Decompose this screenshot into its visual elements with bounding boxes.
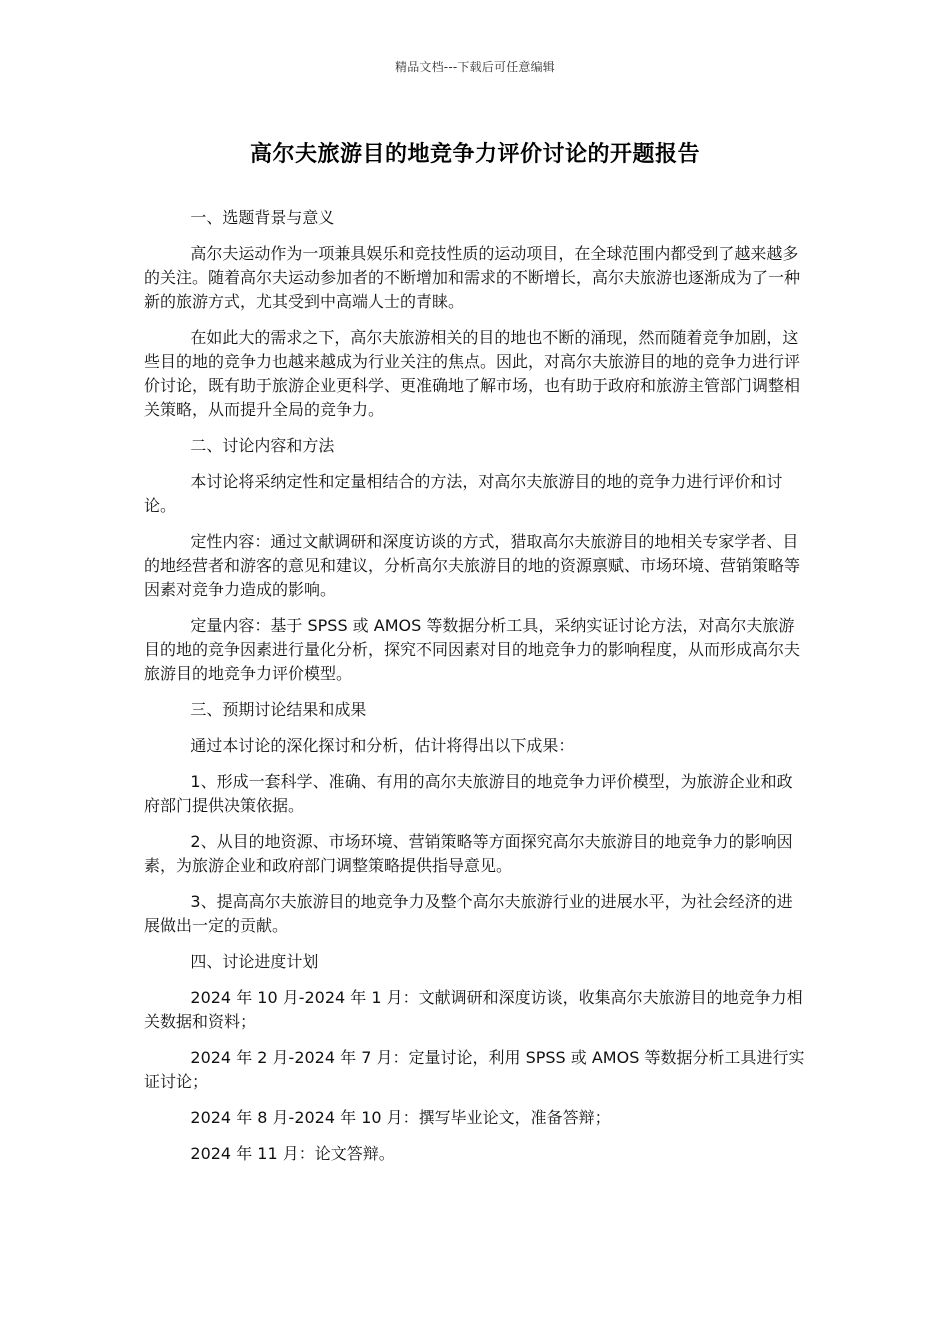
schedule-item: 2024 年 2 月-2024 年 7 月：定量讨论，利用 SPSS 或 AMOS 等数据分析工具进行实证讨论； [144, 1048, 805, 1091]
list-item: 3、提高高尔夫旅游目的地竞争力及整个高尔夫旅游行业的进展水平，为社会经济的进展做出一定的贡献。 [144, 892, 793, 935]
list-item: 1、形成一套科学、准确、有用的高尔夫旅游目的地竞争力评价模型，为旅游企业和政府部门提供决策依据。 [144, 772, 793, 815]
list-item: 2、从目的地资源、市场环境、营销策略等方面探究高尔夫旅游目的地竞争力的影响因素，为旅游企业和政府部门调整策略提供指导意见。 [144, 832, 793, 875]
paragraph: 定量内容：基于 SPSS 或 AMOS 等数据分析工具，采纳实证讨论方法，对高尔夫旅游目的地的竞争因素进行量化分析，探究不同因素对目的地竞争力的影响程度，从而形成高尔夫旅游目的地竞争力评价模型。 [144, 616, 801, 683]
section-heading-content-method: 二、讨论内容和方法 [190, 436, 335, 455]
paragraph: 本讨论将采纳定性和定量相结合的方法，对高尔夫旅游目的地的竞争力进行评价和讨论。 [144, 472, 783, 515]
header-note: 精品文档---下载后可任意编辑 [395, 60, 555, 74]
paragraph: 通过本讨论的深化探讨和分析，估计将得出以下成果： [190, 736, 575, 755]
paragraph: 在如此大的需求之下，高尔夫旅游相关的目的地也不断的涌现，然而随着竞争加剧，这些目的地的竞争力也越来越成为行业关注的焦点。因此，对高尔夫旅游目的地的竞争力进行评价讨论，既有助于旅游企业更科学、更准确地了解市场，也有助于政府和旅游主管部门调整相关策略，从而提升全局的竞争力。 [144, 328, 801, 419]
section-heading-expected-results: 三、预期讨论结果和成果 [190, 700, 367, 719]
document-title: 高尔夫旅游目的地竞争力评价讨论的开题报告 [249, 142, 700, 167]
schedule-item: 2024 年 11 月：论文答辩。 [190, 1144, 395, 1163]
paragraph: 高尔夫运动作为一项兼具娱乐和竞技性质的运动项目，在全球范围内都受到了越来越多的关注。随着高尔夫运动参加者的不断增加和需求的不断增长，高尔夫旅游也逐渐成为了一种新的旅游方式，尤其受到中高端人士的青睐。 [144, 244, 801, 311]
document-body [144, 206, 808, 1178]
section-heading-schedule: 四、讨论进度计划 [190, 952, 319, 971]
paragraph: 定性内容：通过文献调研和深度访谈的方式，猎取高尔夫旅游目的地相关专家学者、目的地经营者和游客的意见和建议，分析高尔夫旅游目的地的资源禀赋、市场环境、营销策略等因素对竞争力造成的影响。 [144, 532, 801, 599]
schedule-item: 2024 年 8 月-2024 年 10 月：撰写毕业论文，准备答辩； [190, 1108, 611, 1127]
schedule-item: 2024 年 10 月-2024 年 1 月：文献调研和深度访谈，收集高尔夫旅游目的地竞争力相关数据和资料； [144, 988, 803, 1031]
section-heading-background: 一、选题背景与意义 [190, 208, 335, 227]
